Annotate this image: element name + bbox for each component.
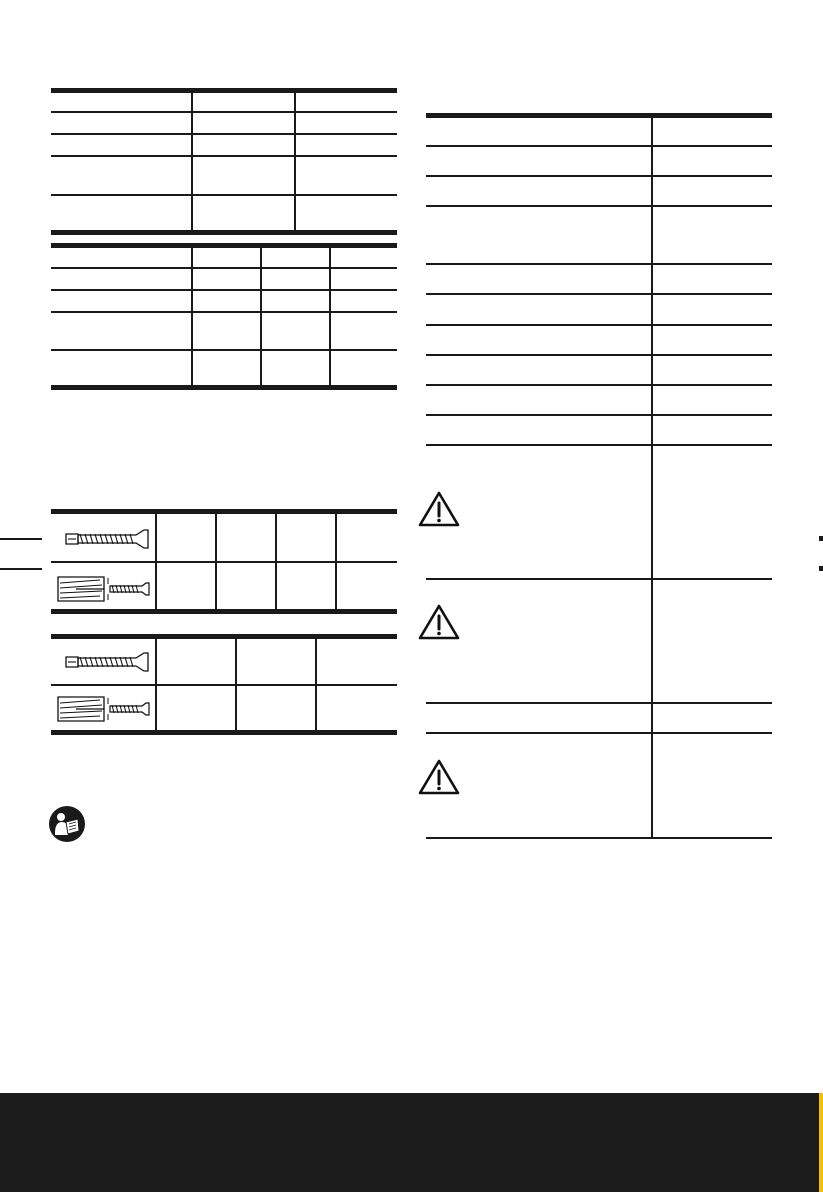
margin-tab-mark [819,536,823,541]
table-row-rule [426,145,772,147]
table-row-rule [51,133,397,135]
screw-icon [64,649,150,675]
table-row-rule [426,205,772,207]
table-row-rule [426,444,772,446]
table-bottom-rule [51,230,397,235]
table-bottom-rule [51,385,397,390]
table-row-rule [426,354,772,356]
table-row-rule [426,732,772,734]
table-col-divider [294,93,296,231]
table-row-rule [426,293,772,295]
screw-in-wood-icon [56,574,152,604]
table-row-rule [426,702,772,704]
table-row-rule [51,349,397,351]
margin-tab-mark [819,566,823,571]
table-col-divider [235,639,237,731]
table-row-rule [51,684,397,686]
warning-triangle-icon [418,491,460,527]
table-row-rule [426,578,772,580]
table-col-divider [191,93,193,231]
table-col-divider [191,248,193,385]
table-row-rule [51,267,397,269]
table-bottom-rule [51,609,397,614]
warning-triangle-icon [418,759,460,795]
table-col-divider [275,514,277,610]
table-col-divider [215,514,217,610]
table-row-rule [426,324,772,326]
table-row-rule [51,155,397,157]
table-row-rule [426,384,772,386]
table-col-divider [315,639,317,731]
table-col-divider [155,639,157,731]
table-row-rule [51,194,397,196]
table-top-rule [51,88,397,93]
table-bottom-rule [426,837,772,839]
table-top-rule [51,634,397,639]
table-bottom-rule [51,730,397,735]
table-col-divider [155,514,157,610]
table-top-rule [51,509,397,514]
table-col-divider [335,514,337,610]
margin-tab-mark [0,568,42,570]
table-row-rule [51,289,397,291]
read-manual-icon [48,805,86,843]
table-row-rule [51,311,397,313]
table-row-rule [51,561,397,563]
table-top-rule [426,113,772,118]
page-footer-band [0,1093,823,1192]
table-row-rule [426,263,772,265]
margin-tab-mark [0,538,42,540]
table-row-rule [51,111,397,113]
screw-in-wood-icon [56,694,152,724]
table-col-divider [260,248,262,385]
table-row-rule [426,175,772,177]
table-top-rule [51,243,397,248]
screw-icon [64,526,150,552]
table-col-divider [651,118,653,838]
warning-triangle-icon [418,604,460,640]
table-row-rule [426,414,772,416]
footer-accent-edge [819,1093,823,1192]
table-col-divider [329,248,331,385]
